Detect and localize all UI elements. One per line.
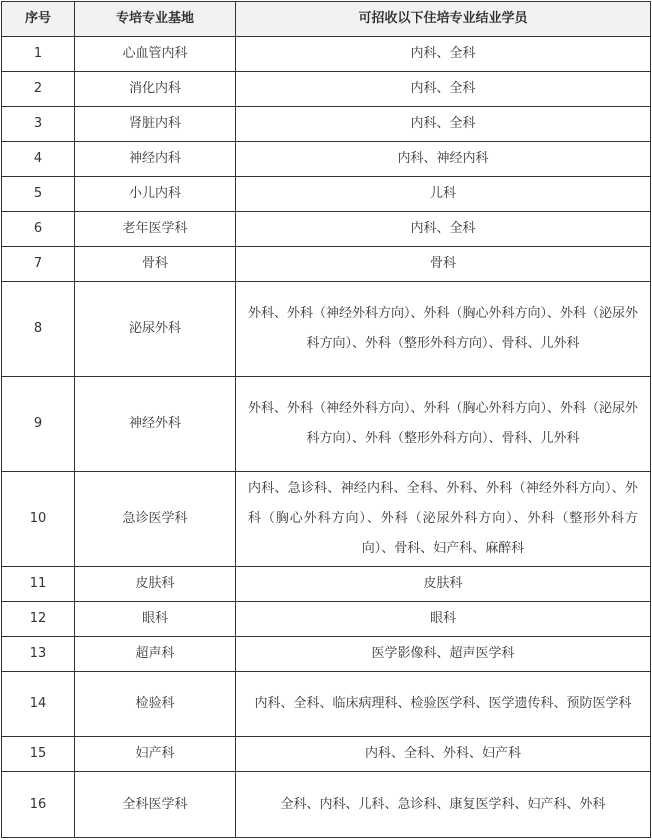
table-row (2, 377, 651, 472)
row-base: 小儿内科 (75, 177, 236, 212)
row-no: 12 (2, 602, 75, 637)
row-no: 2 (2, 72, 75, 107)
table-row (2, 637, 651, 672)
row-accept: 内科、神经内科 (236, 142, 651, 177)
row-base: 肾脏内科 (75, 107, 236, 142)
row-no: 6 (2, 212, 75, 247)
table-row (2, 672, 651, 737)
row-no: 1 (2, 37, 75, 72)
table-row (2, 737, 651, 772)
row-accept: 内科、全科 (236, 37, 651, 72)
header-accept: 可招收以下住培专业结业学员 (236, 2, 651, 37)
row-no: 16 (2, 772, 75, 838)
row-no: 4 (2, 142, 75, 177)
header-base: 专培专业基地 (75, 2, 236, 37)
row-base: 检验科 (75, 672, 236, 737)
row-accept: 内科、全科 (236, 107, 651, 142)
row-accept: 骨科 (236, 247, 651, 282)
header-row (2, 2, 651, 37)
table-row (2, 72, 651, 107)
row-accept: 内科、全科、外科、妇产科 (236, 737, 651, 772)
row-accept: 外科、外科（神经外科方向）、外科（胸心外科方向）、外科（泌尿外科方向）、外科（整形外科方向）、骨科、儿外科 (236, 282, 651, 377)
row-accept: 儿科 (236, 177, 651, 212)
row-accept: 内科、全科 (236, 72, 651, 107)
row-base: 心血管内科 (75, 37, 236, 72)
row-accept: 内科、急诊科、神经内科、全科、外科、外科（神经外科方向）、外科（胸心外科方向）、外科（泌尿外科方向）、外科（整形外科方向）、骨科、妇产科、麻醉科 (236, 472, 651, 567)
header-no: 序号 (2, 2, 75, 37)
row-accept: 皮肤科 (236, 567, 651, 602)
row-base: 消化内科 (75, 72, 236, 107)
row-no: 15 (2, 737, 75, 772)
table-row (2, 567, 651, 602)
row-base: 老年医学科 (75, 212, 236, 247)
row-accept: 内科、全科 (236, 212, 651, 247)
table-row (2, 37, 651, 72)
table-row (2, 282, 651, 377)
row-base: 全科医学科 (75, 772, 236, 838)
table-row (2, 472, 651, 567)
table-row (2, 602, 651, 637)
table-row (2, 247, 651, 282)
residency-table (1, 1, 651, 838)
table-row (2, 772, 651, 838)
table-row (2, 212, 651, 247)
row-base: 妇产科 (75, 737, 236, 772)
row-accept: 全科、内科、儿科、急诊科、康复医学科、妇产科、外科 (236, 772, 651, 838)
row-no: 9 (2, 377, 75, 472)
row-accept: 医学影像科、超声医学科 (236, 637, 651, 672)
row-no: 10 (2, 472, 75, 567)
row-no: 13 (2, 637, 75, 672)
row-accept: 内科、全科、临床病理科、检验医学科、医学遗传科、预防医学科 (236, 672, 651, 737)
row-no: 7 (2, 247, 75, 282)
table-row (2, 107, 651, 142)
table-row (2, 142, 651, 177)
row-base: 泌尿外科 (75, 282, 236, 377)
row-accept: 眼科 (236, 602, 651, 637)
row-no: 5 (2, 177, 75, 212)
row-base: 神经内科 (75, 142, 236, 177)
table-row (2, 177, 651, 212)
row-no: 3 (2, 107, 75, 142)
row-base: 急诊医学科 (75, 472, 236, 567)
row-base: 眼科 (75, 602, 236, 637)
row-no: 14 (2, 672, 75, 737)
row-base: 神经外科 (75, 377, 236, 472)
row-no: 11 (2, 567, 75, 602)
row-no: 8 (2, 282, 75, 377)
row-base: 皮肤科 (75, 567, 236, 602)
row-accept: 外科、外科（神经外科方向）、外科（胸心外科方向）、外科（泌尿外科方向）、外科（整形外科方向）、骨科、儿外科 (236, 377, 651, 472)
row-base: 骨科 (75, 247, 236, 282)
row-base: 超声科 (75, 637, 236, 672)
